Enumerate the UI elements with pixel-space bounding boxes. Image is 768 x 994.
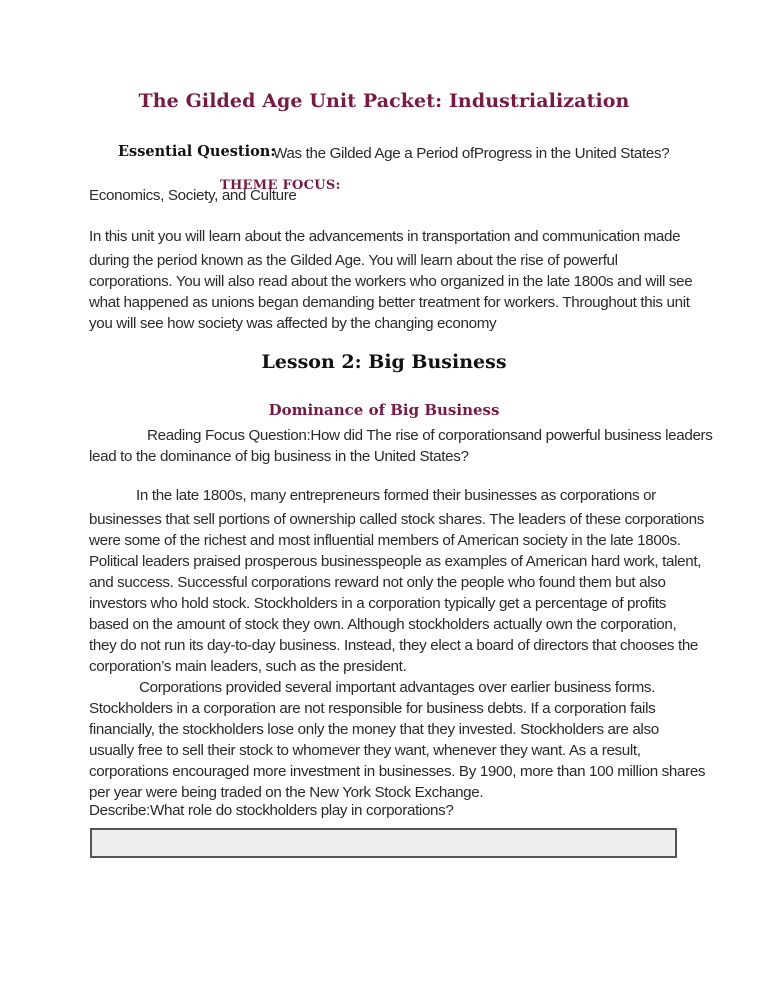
paragraph-line: investors who hold stock. Stockholders in a corporation typically get a percentage of profits bbox=[89, 595, 666, 612]
intro-line: In this unit you will learn about the advancements in transportation and communication made bbox=[89, 228, 681, 245]
paragraph-line: were some of the richest and most influential members of American society in the late 1800s. bbox=[89, 532, 681, 549]
paragraph-line: Corporations provided several important advantages over earlier business forms. bbox=[139, 679, 655, 696]
intro-line: during the period known as the Gilded Age. You will learn about the rise of powerful bbox=[89, 252, 618, 269]
paragraph-line: per year were being traded on the New York Stock Exchange. bbox=[89, 784, 484, 801]
lesson-title: Lesson 2: Big Business bbox=[261, 351, 507, 373]
paragraph-line: corporation’s main leaders, such as the president. bbox=[89, 658, 407, 675]
paragraph-line: Political leaders praised prosperous businesspeople as examples of American hard work, talent, bbox=[89, 553, 702, 570]
paragraph-line: based on the amount of stock they own. Although stockholders actually own the corporation, bbox=[89, 616, 677, 633]
essential-question-text: Was the Gilded Age a Period ofProgress in the United States? bbox=[273, 145, 670, 162]
reading-focus-line: lead to the dominance of big business in the United States? bbox=[89, 448, 469, 465]
question-prompt: Describe:What role do stockholders play in corporations? bbox=[89, 802, 454, 819]
intro-line: what happened as unions began demanding better treatment for workers. Throughout this unit bbox=[89, 294, 690, 311]
essential-question-label: Essential Question: bbox=[118, 143, 276, 160]
paragraph-line: financially, the stockholders lose only the money that they invested. Stockholders are also bbox=[89, 721, 659, 738]
paragraph-line: usually free to sell their stock to whomever they want, whenever they want. As a result, bbox=[89, 742, 641, 759]
intro-line: corporations. You will also read about the workers who organized in the late 1800s and will see bbox=[89, 273, 693, 290]
section-title: Dominance of Big Business bbox=[268, 401, 500, 419]
intro-line: you will see how society was affected by the changing economy bbox=[89, 315, 497, 332]
reading-focus-line: Reading Focus Question:How did The rise of corporationsand powerful business leaders bbox=[147, 427, 713, 444]
paragraph-line: Stockholders in a corporation are not responsible for business debts. If a corporation fails bbox=[89, 700, 656, 717]
paragraph-line: corporations encouraged more investment in businesses. By 1900, more than 100 million shares bbox=[89, 763, 706, 780]
theme-focus-label: THEME FOCUS: bbox=[220, 178, 341, 193]
paragraph-line: and success. Successful corporations reward not only the people who found them but also bbox=[89, 574, 666, 591]
document-title: The Gilded Age Unit Packet: Industrialization bbox=[138, 90, 630, 112]
answer-input[interactable] bbox=[90, 828, 677, 858]
paragraph-line: businesses that sell portions of ownership called stock shares. The leaders of these corporations bbox=[89, 511, 704, 528]
paragraph-line: they do not run its day-to-day business. Instead, they elect a board of directors that chooses the bbox=[89, 637, 699, 654]
paragraph-line: In the late 1800s, many entrepreneurs formed their businesses as corporations or bbox=[136, 487, 656, 504]
theme-focus-text: Economics, Society, and Culture bbox=[89, 187, 297, 204]
